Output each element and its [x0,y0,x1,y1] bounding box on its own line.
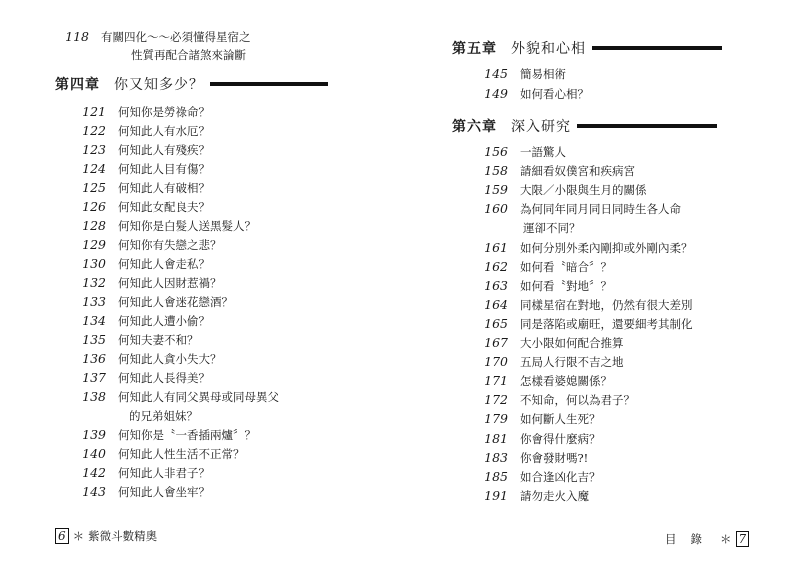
entry-title: 如何看心相？ [520,87,589,101]
entry-title: 何知此人長得美？ [118,371,210,385]
entry-title: 何知你有失戀之悲？ [118,238,222,252]
toc-entry[interactable] [72,465,210,481]
page-number: 137 [82,370,106,385]
star-ornament: ＊ [72,529,85,543]
toc-entry[interactable] [474,335,624,351]
page-number: 149 [484,86,508,101]
page-number: 161 [484,239,508,255]
page-number: 167 [484,335,508,350]
star-ornament: ＊ [720,532,732,546]
entry-title: 何知此人目有傷？ [118,162,210,176]
entry-title: 有關四化～～必須懂得星宿之 [101,30,251,44]
entry-title: 何知此人性生活不正常？ [118,447,245,461]
toc-entry[interactable] [474,163,635,179]
entry-title: 何知此人非君子？ [118,466,210,480]
toc-entry[interactable] [474,144,566,160]
toc-label: 目錄 [665,532,716,546]
left-page [0,0,396,563]
page-number: 122 [82,123,106,138]
entry-title: 如何分別外柔內剛抑或外剛內柔？ [520,240,693,255]
entry-title: 如何看〝對地〞？ [520,278,612,293]
toc-entry[interactable] [72,332,199,348]
toc-entry[interactable] [474,297,693,313]
chapter-heading [452,116,717,136]
entry-title: 何知你是白髮人送黑髮人？ [118,219,256,233]
entry-title: 為何同年同月同日同時生各人命 [520,202,681,217]
entry-title: 五局人行限不吉之地 [520,355,624,370]
page-number: 165 [484,315,508,331]
page-number: 181 [484,430,508,446]
entry-title: 何知此女配良夫？ [118,200,210,214]
page-number: 179 [484,411,508,427]
entry-title: 何知此人有同父異母或同母異父 [118,390,279,404]
chapter-title: 深入研究 [511,119,571,135]
toc-entry[interactable] [474,182,647,198]
entry-title-continuation: 性質再配合諸煞來論斷 [131,48,246,62]
page-number: 138 [82,389,106,404]
entry-title: 請勿走火入魔 [520,488,589,503]
entry-title: 不知命，何以為君子？ [520,393,635,408]
chapter-number: 第四章 [55,77,100,93]
page-number: 129 [82,237,106,252]
page-number: 183 [484,449,508,465]
page-number: 159 [484,182,508,198]
toc-entry[interactable] [72,484,210,500]
toc-entry[interactable] [474,488,589,504]
page-number: 163 [484,277,508,293]
toc-entry[interactable] [72,180,210,196]
toc-entry[interactable] [474,431,601,447]
entry-title: 如何看〝暗合〞？ [520,259,612,274]
chapter-number: 第六章 [452,119,497,135]
entry-title: 一語驚人 [520,145,566,159]
toc-entry[interactable] [72,142,210,158]
toc-entry[interactable] [72,275,222,291]
page-number: 160 [484,201,508,217]
entry-title: 簡易相術 [520,67,566,81]
toc-entry[interactable] [474,373,612,389]
page-number: 162 [484,258,508,274]
page-number: 118 [65,29,89,44]
page-number: 140 [82,446,106,461]
toc-entry[interactable] [474,278,612,294]
entry-title: 何知此人遭小偷？ [118,314,210,328]
page-number: 145 [484,66,508,81]
entry-title-continuation: 運卻不同？ [523,221,581,236]
toc-entry[interactable] [72,389,279,405]
toc-entry[interactable] [72,218,256,234]
page-number: 126 [82,199,106,214]
entry-title: 何知夫妻不和？ [118,333,199,347]
page-number-box: 6 [55,528,69,544]
entry-title-continuation: 的兄弟姐妹？ [129,409,198,423]
entry-title: 何知此人因財惹禍？ [118,276,222,290]
left-footer [55,528,157,544]
entry-title: 你會得什麼病？ [520,431,601,446]
page-number: 139 [82,427,106,442]
entry-title: 同樣星宿在對地，仍然有很大差別 [520,297,693,312]
page-number-box: 7 [736,531,750,547]
page-number: 142 [82,465,106,480]
toc-entry[interactable] [474,354,624,370]
page-number: 121 [82,104,106,119]
chapter-title: 外貌和心相 [511,41,586,57]
entry-title: 何知你是勞祿命？ [118,105,210,119]
page-number: 123 [82,142,106,157]
toc-entry[interactable] [72,370,210,386]
page-number: 132 [82,275,106,290]
toc-entry[interactable] [474,259,612,275]
entry-title: 大小限如何配合推算 [520,336,624,350]
toc-entry[interactable] [72,351,222,367]
toc-entry[interactable] [474,392,635,408]
page-number: 158 [484,163,508,179]
page-number: 164 [484,296,508,312]
entry-title: 何知此人會走私？ [118,257,210,271]
toc-entry[interactable] [474,411,601,427]
entry-title: 何知此人有破相？ [118,181,210,195]
page-number: 134 [82,313,106,328]
toc-entry[interactable] [72,161,210,177]
page-number: 156 [484,144,508,159]
entry-title: 你會發財嗎?! [520,450,589,465]
page-number: 136 [82,351,106,366]
chapter-heading [452,38,722,58]
entry-title: 何知此人會迷花戀酒？ [118,295,233,309]
chapter-title: 你又知多少？ [114,77,204,93]
entry-title: 何知此人有水厄？ [118,124,210,138]
page-number: 125 [82,180,106,195]
right-page [397,0,793,563]
chapter-rule [577,124,717,128]
toc-entry[interactable] [72,446,245,462]
entry-title: 同是落陷或廟旺，還要細考其制化 [520,316,693,331]
chapter-rule [210,82,328,86]
toc-entry[interactable] [72,256,210,272]
page-number: 185 [484,468,508,484]
page-number: 130 [82,256,106,271]
toc-entry[interactable] [72,199,210,215]
toc-entry[interactable] [474,450,588,466]
entry-title: 何知此人會坐牢？ [118,485,210,499]
chapter-rule [592,46,722,50]
toc-entry[interactable] [474,66,566,82]
right-footer [665,531,749,547]
page-number: 133 [82,294,106,309]
entry-title: 何知此人有殘疾？ [118,143,210,157]
page-number: 191 [484,487,508,503]
entry-title: 請細看奴僕宮和疾病宮 [520,164,635,179]
page-number: 128 [82,218,106,233]
entry-title: 如合逢凶化吉？ [520,469,601,484]
toc-entry[interactable] [72,123,210,139]
toc-entry[interactable] [474,469,601,485]
page-number: 124 [82,161,106,176]
page-number: 135 [82,332,106,347]
page-number: 171 [484,373,508,389]
page-number: 170 [484,354,508,370]
toc-entry[interactable] [72,237,222,253]
toc-entry[interactable] [72,294,233,310]
toc-entry[interactable] [474,316,693,332]
page-number: 143 [82,484,106,499]
entry-title: 何知你是〝一香插兩爐〞？ [118,428,256,442]
toc-entry[interactable] [72,313,210,329]
chapter-heading [55,74,328,94]
toc-entry[interactable] [55,29,251,45]
toc-entry[interactable] [474,201,681,217]
entry-title: 怎樣看婆媳關係？ [520,374,612,389]
page-number: 172 [484,392,508,408]
toc-entry[interactable] [474,86,589,102]
entry-title: 何知此人貪小失大？ [118,352,222,366]
toc-entry[interactable] [72,427,256,443]
entry-title: 大限／小限與生月的關係 [520,183,647,198]
toc-entry[interactable] [72,104,210,120]
toc-entry[interactable] [474,240,693,256]
chapter-number: 第五章 [452,41,497,57]
book-title: 紫微斗數精奧 [88,529,158,543]
entry-title: 如何斷人生死？ [520,412,601,427]
